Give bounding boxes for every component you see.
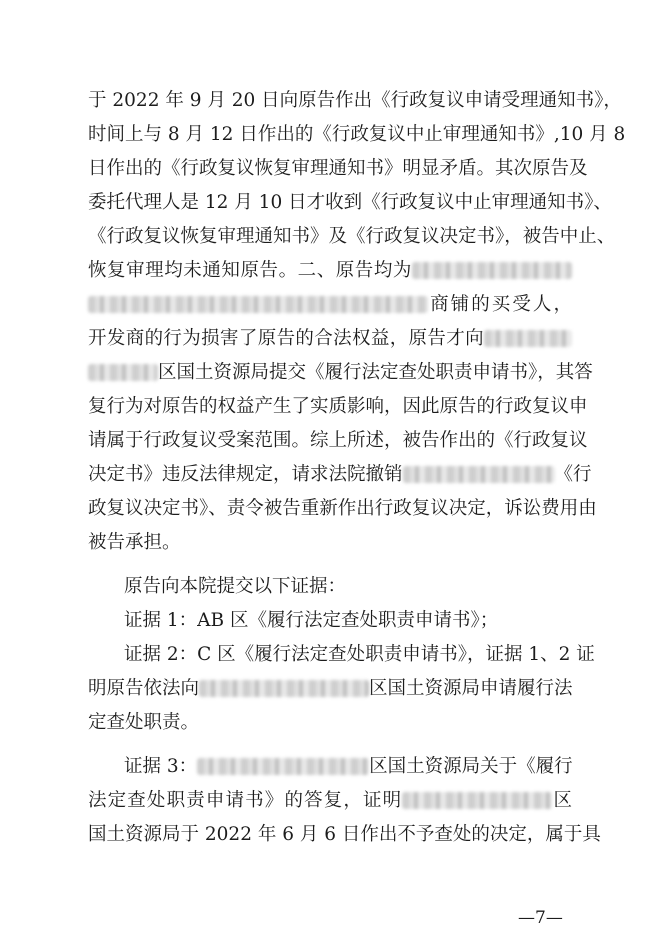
text-line (88, 458, 592, 492)
text-segment: 恢复审理均未通知原告。二、原告均为 (88, 260, 412, 281)
text-segment: 证据 3： (124, 756, 198, 777)
text-line: 政复议决定书》、责令被告重新作出行政复议决定，诉讼费用由 (88, 498, 597, 519)
text-line (88, 288, 572, 322)
text-line: 证据 2：C 区《履行法定查处职责申请书》，证据 1、2 证 (124, 644, 595, 665)
text-line (88, 356, 593, 390)
text-line: 复行为对原告的权益产生了实质影响，因此原告的行政复议申 (88, 396, 588, 417)
text-line: 定查处职责。 (88, 712, 200, 733)
text-segment: 区国土资源局申请履行法 (369, 678, 573, 699)
text-line: 被告承担。 (88, 532, 181, 553)
redacted-text (484, 330, 572, 347)
text-segment: 开发商的行为损害了原告的合法权益，原告才向 (88, 328, 484, 349)
text-line: 请属于行政复议受案范围。综上所述，被告作出的《行政复议 (88, 430, 588, 451)
text-segment: 商铺的买受人， (428, 294, 572, 315)
text-segment: 区国土资源局提交《履行法定查处职责申请书》，其答 (158, 362, 593, 383)
redacted-text (403, 466, 555, 483)
text-line (88, 322, 572, 356)
redacted-text (88, 296, 428, 313)
text-line (88, 254, 572, 288)
redacted-text (412, 262, 572, 279)
text-segment: 明原告依法向 (88, 678, 200, 699)
text-line (124, 750, 572, 784)
text-line: 原告向本院提交以下证据： (124, 576, 347, 597)
redacted-text (199, 680, 369, 697)
text-segment: 法定查处职责申请书》的答复，证明 (88, 790, 403, 811)
text-line: 《行政复议恢复审理通知书》及《行政复议决定书》，被告中止、 (88, 226, 616, 247)
text-line: 日作出的《行政复议恢复审理通知书》明显矛盾。其次原告及 (88, 158, 588, 179)
text-segment: 区国土资源局关于《履行 (369, 756, 573, 777)
text-line: 国土资源局于 2022 年 6 月 6 日作出不予查处的决定，属于具 (88, 824, 601, 845)
redacted-text (88, 364, 158, 381)
redacted-text (402, 792, 552, 809)
redacted-text (197, 758, 369, 775)
text-segment: 区 (552, 790, 572, 811)
text-segment: 《行 (554, 464, 592, 485)
text-line: 委托代理人是 12 月 10 日才收到《行政复议中止审理通知书》、 (88, 192, 612, 213)
text-line (88, 784, 572, 818)
page-number: —7— (518, 908, 563, 928)
text-segment: 决定书》违反法律规定，请求法院撤销 (88, 464, 403, 485)
text-line: 证据 1：AB 区《履行法定查处职责申请书》； (124, 610, 499, 631)
text-line (88, 672, 572, 706)
text-line: 时间上与 8 月 12 日作出的《行政复议中止审理通知书》,10 月 8 (88, 124, 626, 145)
text-line: 于 2022 年 9 月 20 日向原告作出《行政复议申请受理通知书》， (88, 90, 622, 111)
